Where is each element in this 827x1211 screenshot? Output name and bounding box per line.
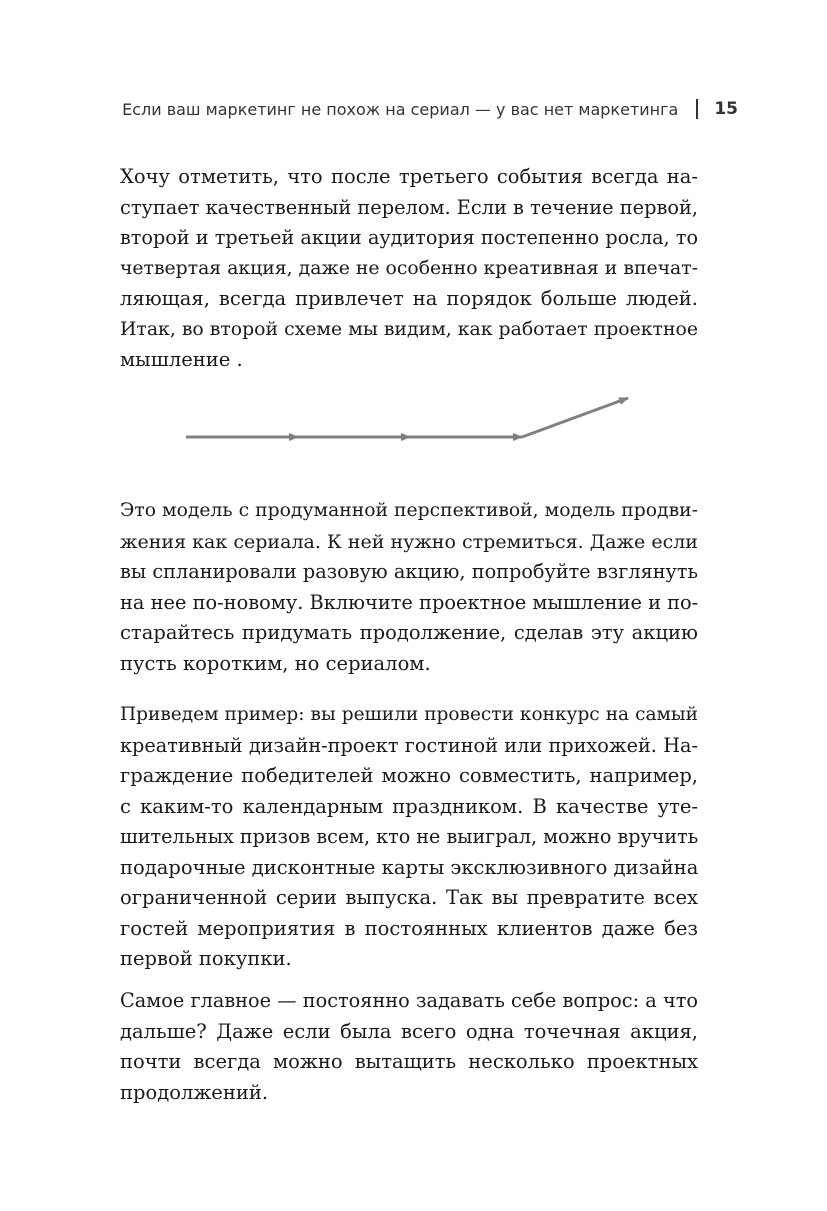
paragraph-line: шительных призов всем, кто не выиграл, можно вручить	[120, 825, 699, 848]
paragraph-line: с каким-то календарным праздником. В качестве уте-	[120, 794, 698, 818]
paragraph-line: жения как сериала. К ней нужно стремиться. Даже если	[120, 530, 698, 553]
paragraph-line: продолжений.	[120, 1080, 269, 1104]
paragraph-line: вы спланировали разовую акцию, попробуйте взглянуть	[120, 560, 698, 583]
running-title: Если ваш маркетинг не похож на сериал — у вас нет маркетинга	[122, 99, 679, 119]
paragraph-line: Самое главное — постоянно задавать себе вопрос: а что	[120, 989, 698, 1012]
paragraph-line: подарочные дисконтные карты эксклюзивного дизайна	[120, 855, 699, 879]
paragraph-line: четвертая акция, даже не особенно креативная и впечат-	[120, 257, 698, 279]
paragraph-line: на нее по-новому. Включите проектное мышление и по-	[120, 590, 699, 614]
paragraph-line: старайтесь придумать продолжение, сделав эту акцию	[120, 621, 698, 644]
paragraph-line: креативный дизайн-проект гостиной или прихожей. На-	[120, 733, 698, 757]
paragraph-line: ляющая, всегда привлечет на порядок больше людей.	[120, 287, 698, 310]
header-separator	[696, 99, 698, 119]
paragraph-line: второй и третьей акции аудитория постепенно росла, то	[120, 226, 698, 249]
paragraph-1	[120, 162, 698, 376]
paragraph-4	[120, 986, 698, 1108]
paragraph-line: граждение победителей можно совместить, например,	[120, 764, 698, 787]
paragraph-2	[120, 496, 698, 679]
paragraph-line: ступает качественный перелом. Если в течение первой,	[120, 195, 698, 219]
paragraph-line: пусть коротким, но сериалом.	[120, 651, 431, 675]
running-header	[120, 96, 738, 122]
paragraph-line: ограниченной серии выпуска. Так вы превратите всех	[120, 886, 698, 909]
page-number: 15	[714, 99, 738, 119]
paragraph-line: Приведем пример: вы решили провести конкурс на самый	[120, 704, 698, 725]
paragraph-line: Хочу отметить, что после третьего события всегда на-	[120, 165, 698, 188]
arrow-segment-rising	[522, 398, 628, 437]
growth-arrow-diagram	[180, 385, 650, 465]
paragraph-line: дальше? Даже если была всего одна точечная акция,	[120, 1019, 698, 1043]
paragraph-line: первой покупки.	[120, 947, 292, 970]
paragraph-line: мышление .	[120, 348, 243, 371]
paragraph-line: Итак, во второй схеме мы видим, как работает проектное	[120, 318, 698, 340]
paragraph-line: Это модель с продуманной перспективой, модель продви-	[120, 500, 698, 521]
paragraph-3	[120, 700, 698, 975]
paragraph-line: почти всегда можно вытащить несколько проектных	[120, 1050, 698, 1073]
paragraph-line: гостей мероприятия в постоянных клиентов даже без	[120, 916, 698, 940]
